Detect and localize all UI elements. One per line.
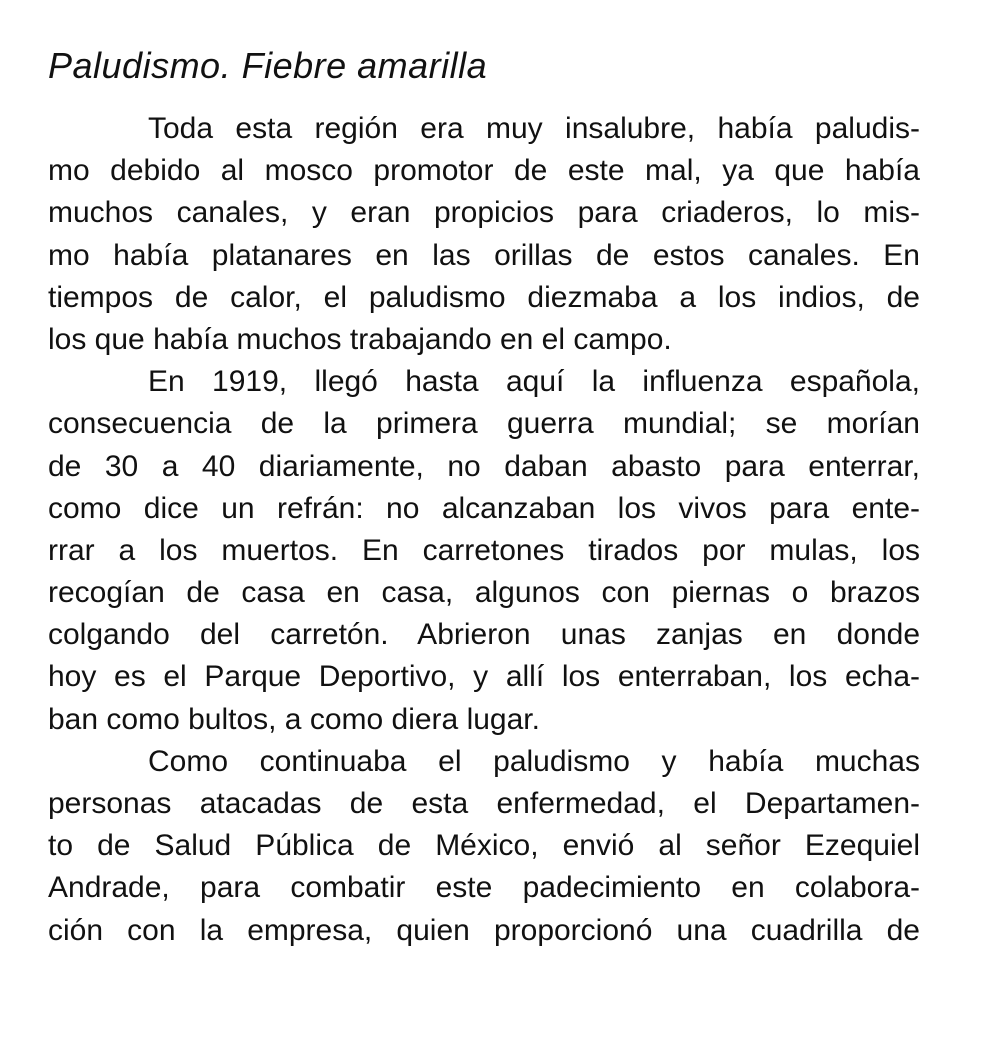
text-line: En 1919, llegó hasta aquí la influenza española, [148, 365, 920, 399]
text-line: to de Salud Pública de México, envió al señor Ezequiel [48, 829, 920, 863]
text-line: ban como bultos, a como diera lugar. [48, 702, 540, 736]
text-line: Como continuaba el paludismo y había muchas [148, 744, 920, 778]
text-line: Toda esta región era muy insalubre, había paludis- [148, 112, 920, 145]
text-line: como dice un refrán: no alcanzaban los vivos para ente- [48, 491, 920, 525]
text-line: rrar a los muertos. En carretones tirados por mulas, los [48, 533, 920, 567]
text-line: de 30 a 40 diariamente, no daban abasto para enterrar, [48, 449, 920, 483]
paragraph-2 [48, 361, 920, 741]
page [48, 40, 920, 952]
text-line: los que había muchos trabajando en el campo. [48, 322, 672, 356]
paragraph-3 [48, 741, 920, 952]
text-line: ción con la empresa, quien proporcionó una cuadrilla de [48, 913, 920, 947]
text-line: personas atacadas de esta enfermedad, el Departamen- [48, 787, 920, 820]
text-line: hoy es el Parque Deportivo, y allí los enterraban, los echa- [48, 660, 920, 694]
text-line: mo debido al mosco promotor de este mal, ya que había [48, 154, 920, 188]
text-line: colgando del carretón. Abrieron unas zanjas en donde [48, 618, 920, 652]
text-line: recogían de casa en casa, algunos con piernas o brazos [48, 576, 920, 610]
text-line: muchos canales, y eran propicios para criaderos, lo mis- [48, 196, 920, 230]
body-text [48, 108, 920, 952]
text-line: mo había platanares en las orillas de estos canales. En [48, 238, 920, 272]
text-line: tiempos de calor, el paludismo diezmaba a los indios, de [48, 280, 920, 314]
text-line: consecuencia de la primera guerra mundial; se morían [48, 407, 920, 441]
text-line: Andrade, para combatir este padecimiento en colabora- [48, 871, 920, 905]
section-title: Paludismo. Fiebre amarilla [48, 45, 488, 86]
paragraph-1 [48, 108, 920, 361]
